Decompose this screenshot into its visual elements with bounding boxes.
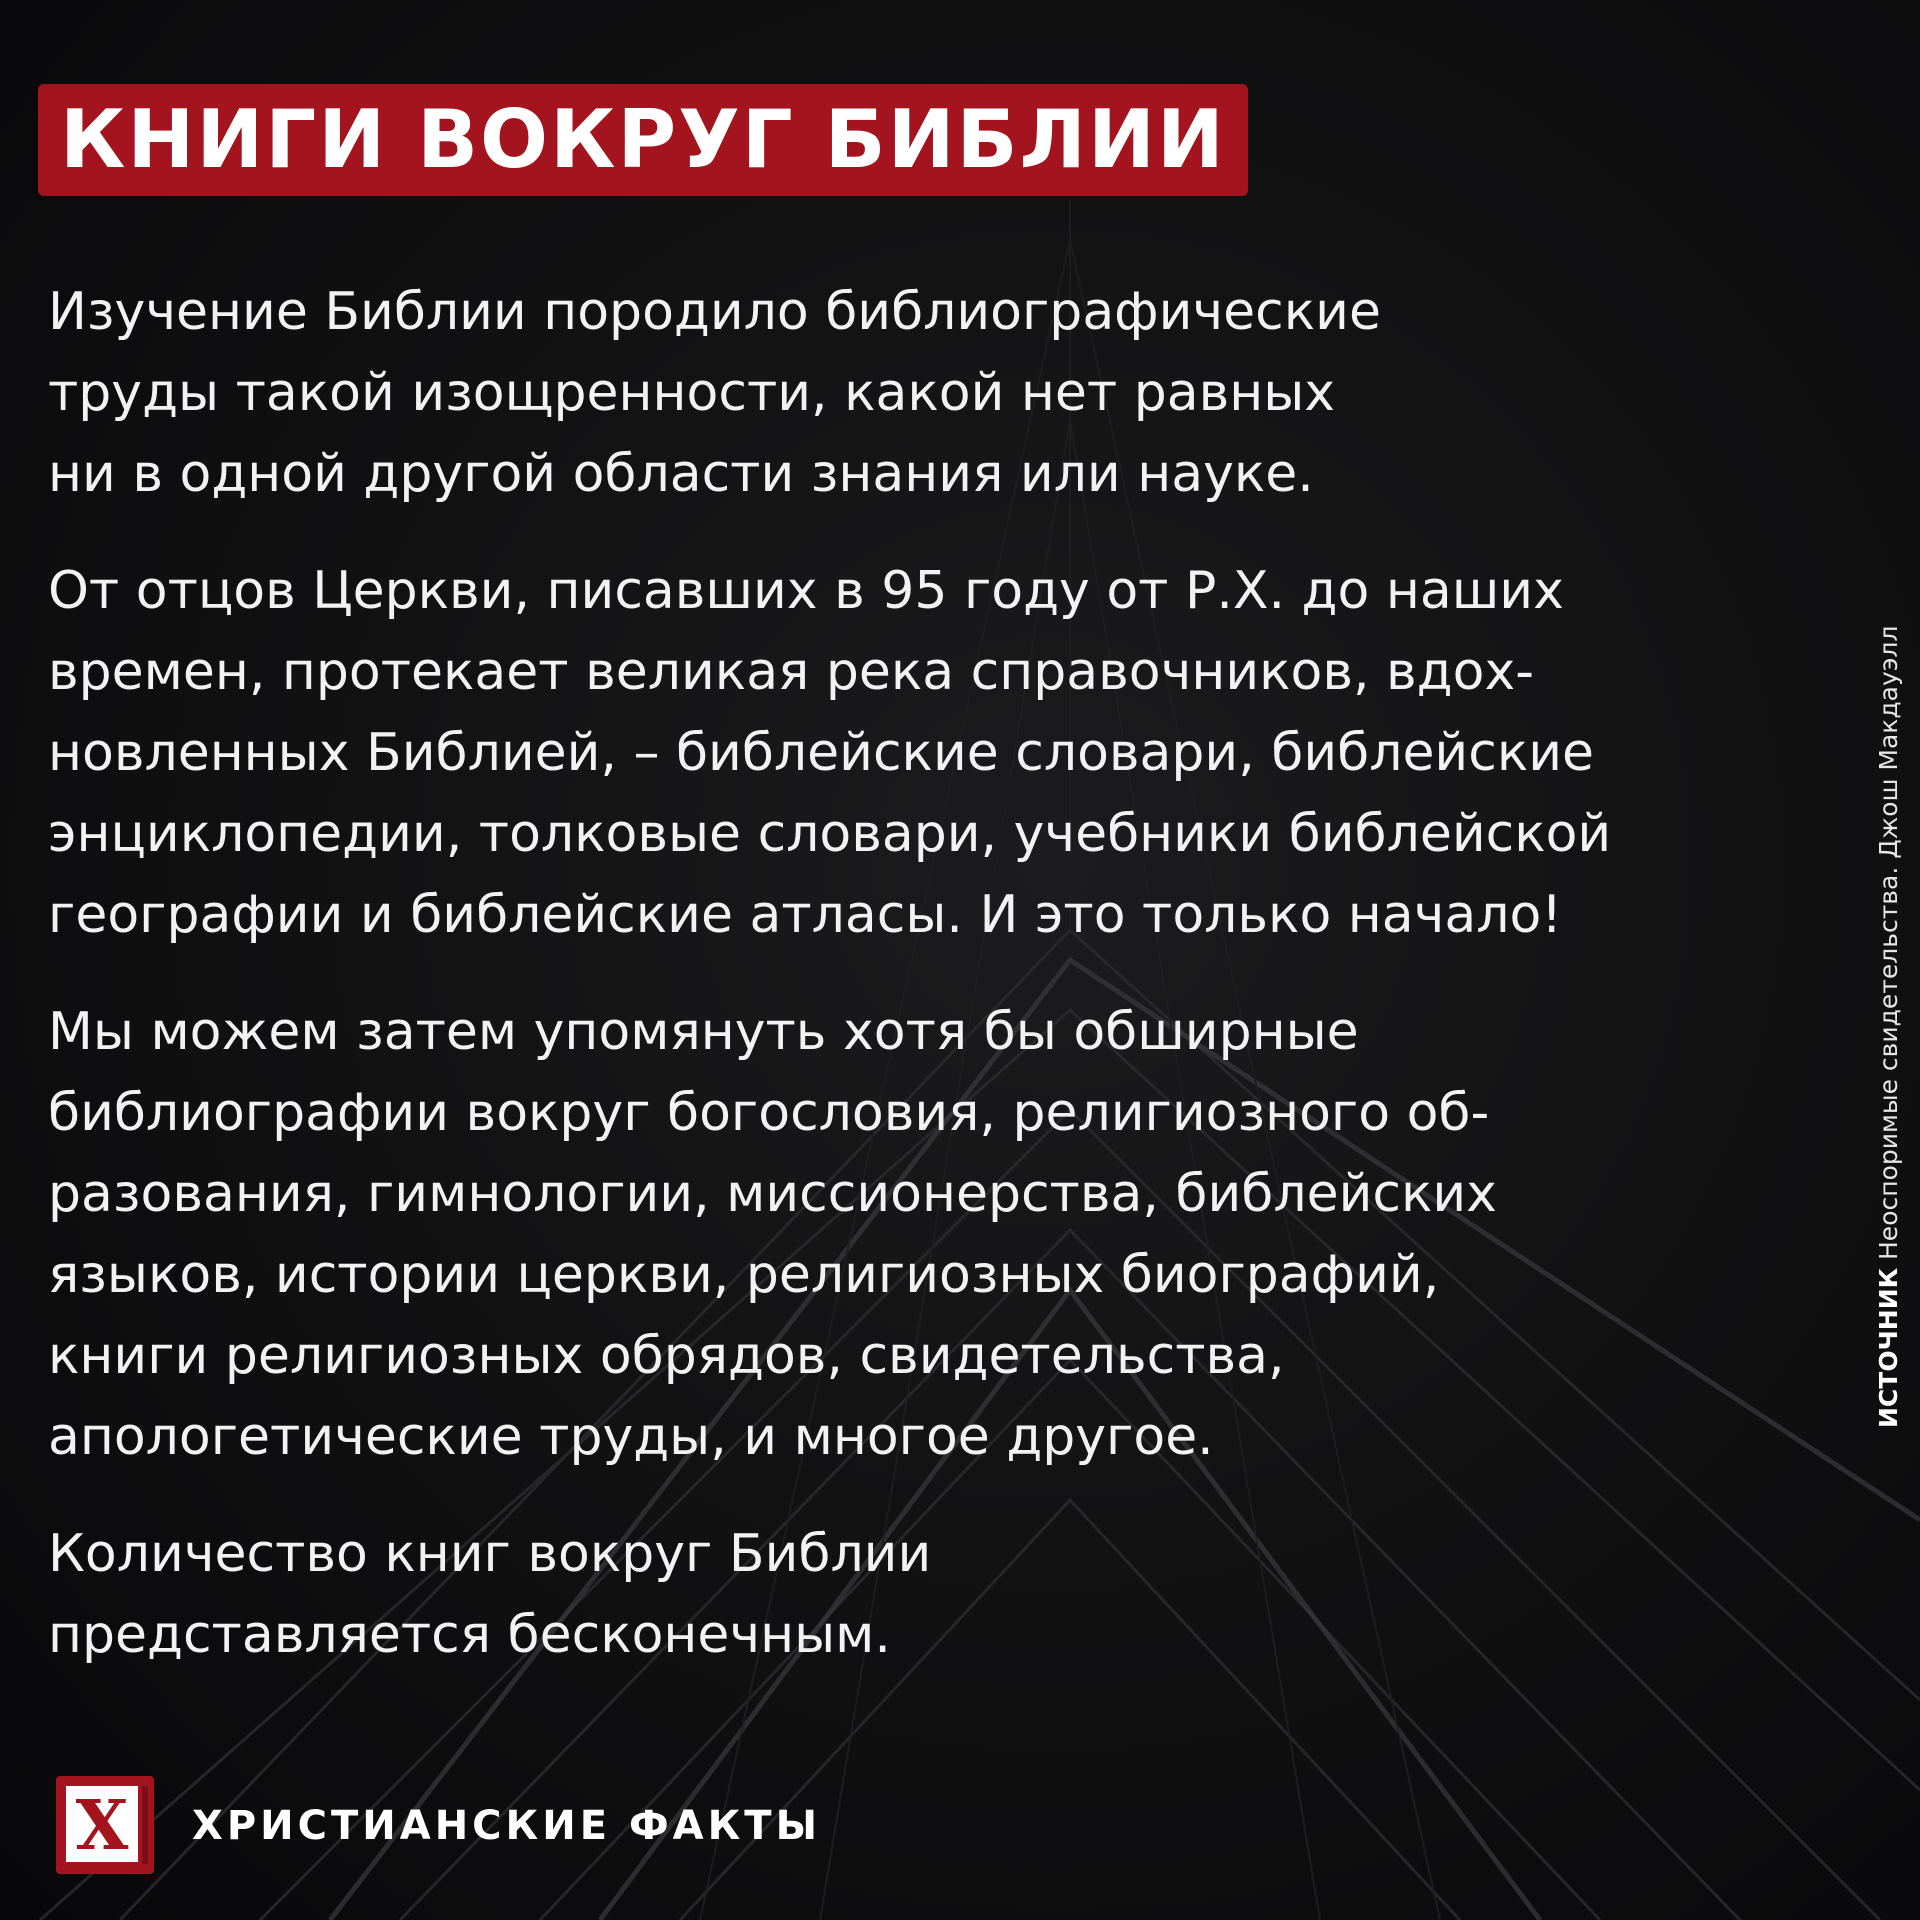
paragraph — [48, 551, 1748, 956]
paragraph — [48, 272, 1748, 515]
text-line: От отцов Церкви, писавших в 95 году от Р.Х. до наших — [48, 561, 1564, 621]
paragraph — [48, 992, 1748, 1478]
source-label: ИСТОЧНИК — [1874, 1267, 1903, 1428]
title-banner — [38, 84, 1248, 196]
text-line: времен, протекает великая река справочников, вдох- — [48, 642, 1534, 702]
text-line: книги религиозных обрядов, свидетельства, — [48, 1326, 1285, 1386]
text-line: представляется бесконечным. — [48, 1605, 891, 1665]
text-line: энциклопедии, толковые словари, учебники библейской — [48, 804, 1612, 864]
text-line: апологетические труды, и многое другое. — [48, 1407, 1214, 1467]
source-credit — [1876, 626, 1901, 1428]
brand-logo-icon — [56, 1776, 154, 1874]
text-line: географии и библейские атласы. И это только начало! — [48, 885, 1563, 945]
text-line: новленных Библией, – библейские словари, библейские — [48, 723, 1595, 783]
text-line: труды такой изощренности, какой нет равных — [48, 363, 1336, 423]
body-text — [48, 272, 1748, 1712]
paragraph — [48, 1514, 1748, 1676]
brand-name: ХРИСТИАНСКИЕ ФАКТЫ — [192, 1803, 822, 1849]
logo-letter: X — [75, 1786, 129, 1866]
text-line: Количество книг вокруг Библии — [48, 1524, 932, 1584]
text-line: разования, гимнологии, миссионерства, библейских — [48, 1164, 1497, 1224]
text-line: языков, истории церкви, религиозных биографий, — [48, 1245, 1440, 1305]
page-title: КНИГИ ВОКРУГ БИБЛИИ — [60, 93, 1226, 186]
text-line: Изучение Библии породило библиографические — [48, 282, 1381, 342]
text-line: библиографии вокруг богословия, религиозного об- — [48, 1083, 1490, 1143]
text-line: Мы можем затем упомянуть хотя бы обширные — [48, 1002, 1359, 1062]
source-text: Неоспоримые свидетельства. Джош Макдауэлл — [1874, 625, 1903, 1268]
text-line: ни в одной другой области знания или науке. — [48, 444, 1314, 504]
logo-spine — [142, 1786, 148, 1864]
